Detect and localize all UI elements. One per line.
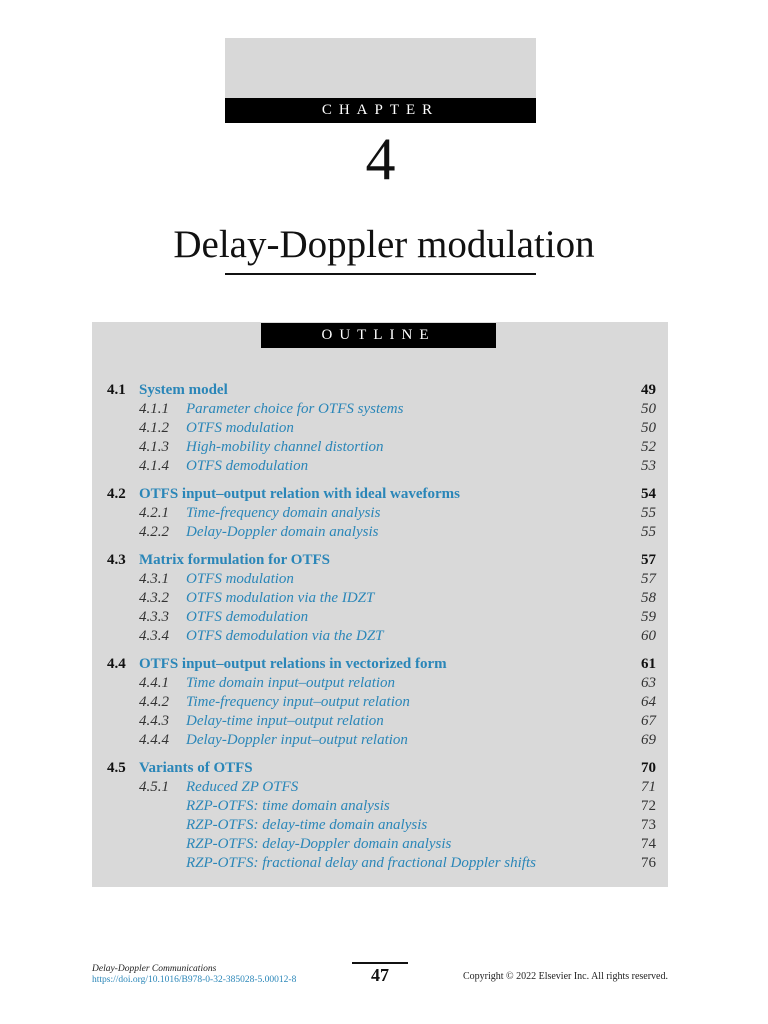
section-title-link[interactable]: OTFS input–output relations in vectorized form bbox=[139, 656, 447, 672]
copyright-notice: Copyright © 2022 Elsevier Inc. All rights reserved. bbox=[462, 971, 668, 982]
subsection-title-link[interactable]: Delay-Doppler domain analysis bbox=[186, 524, 379, 540]
subsection-page: 71 bbox=[641, 779, 656, 795]
section-title-link[interactable]: Matrix formulation for OTFS bbox=[139, 552, 330, 568]
subsection-page: 59 bbox=[641, 609, 656, 625]
subsection-title-link[interactable]: OTFS demodulation via the DZT bbox=[186, 628, 384, 644]
subsection-title-link[interactable]: Time-frequency domain analysis bbox=[186, 505, 381, 521]
subsection-page: 58 bbox=[641, 590, 656, 606]
toc-section-entry[interactable] bbox=[107, 485, 656, 504]
section-page: 61 bbox=[641, 656, 656, 672]
subsection-page: 50 bbox=[641, 401, 656, 417]
subsection-number: 4.3.4 bbox=[139, 628, 169, 644]
section-number: 4.1 bbox=[107, 382, 126, 398]
subsection-page: 69 bbox=[641, 732, 656, 748]
chapter-title: Delay-Doppler modulation bbox=[173, 223, 595, 266]
section-page: 57 bbox=[641, 552, 656, 568]
section-page: 70 bbox=[641, 760, 656, 776]
subsection-number: 4.1.1 bbox=[139, 401, 169, 417]
section-title-link[interactable]: Variants of OTFS bbox=[139, 760, 253, 776]
footer-citation bbox=[92, 964, 296, 986]
toc-subsection-entry[interactable] bbox=[107, 778, 656, 797]
subsubsection-page: 76 bbox=[641, 855, 656, 871]
subsection-page: 67 bbox=[641, 713, 656, 729]
subsection-number: 4.1.3 bbox=[139, 439, 169, 455]
toc-section bbox=[107, 485, 656, 542]
toc-subsection-entry[interactable] bbox=[107, 731, 656, 750]
toc-subsubsection-entry[interactable] bbox=[107, 816, 656, 835]
subsection-title-link[interactable]: Reduced ZP OTFS bbox=[186, 779, 299, 795]
subsubsection-title-link[interactable]: RZP-OTFS: time domain analysis bbox=[186, 798, 390, 814]
toc-section-entry[interactable] bbox=[107, 655, 656, 674]
toc-subsubsection-entry[interactable] bbox=[107, 797, 656, 816]
toc-subsection-entry[interactable] bbox=[107, 570, 656, 589]
subsubsection-page: 74 bbox=[641, 836, 656, 852]
subsection-page: 55 bbox=[641, 505, 656, 521]
toc-subsection-entry[interactable] bbox=[107, 608, 656, 627]
section-title-link[interactable]: System model bbox=[139, 382, 228, 398]
page-number: 47 bbox=[371, 965, 389, 985]
toc-subsection-entry[interactable] bbox=[107, 400, 656, 419]
subsection-title-link[interactable]: High-mobility channel distortion bbox=[186, 439, 384, 455]
chapter-number: 4 bbox=[365, 126, 396, 192]
section-number: 4.2 bbox=[107, 486, 126, 502]
book-title: Delay-Doppler Communications bbox=[92, 964, 217, 974]
subsection-number: 4.2.1 bbox=[139, 505, 169, 521]
outline-label: OUTLINE bbox=[261, 323, 496, 348]
section-number: 4.5 bbox=[107, 760, 126, 776]
subsection-page: 60 bbox=[641, 628, 656, 644]
subsubsection-title-link[interactable]: RZP-OTFS: delay-time domain analysis bbox=[186, 817, 428, 833]
subsection-page: 63 bbox=[641, 675, 656, 691]
subsection-page: 50 bbox=[641, 420, 656, 436]
subsection-title-link[interactable]: Parameter choice for OTFS systems bbox=[186, 401, 404, 417]
subsection-page: 64 bbox=[641, 694, 656, 710]
subsection-page: 55 bbox=[641, 524, 656, 540]
toc-section-entry[interactable] bbox=[107, 551, 656, 570]
subsection-number: 4.4.2 bbox=[139, 694, 169, 710]
toc-subsection-entry[interactable] bbox=[107, 674, 656, 693]
subsection-number: 4.5.1 bbox=[139, 779, 169, 795]
subsection-number: 4.4.4 bbox=[139, 732, 169, 748]
toc-subsection-entry[interactable] bbox=[107, 438, 656, 457]
title-rule bbox=[225, 273, 536, 275]
subsection-title-link[interactable]: Time domain input–output relation bbox=[186, 675, 396, 691]
toc-subsection-entry[interactable] bbox=[107, 419, 656, 438]
chapter-label: CHAPTER bbox=[225, 98, 536, 123]
subsection-title-link[interactable]: Delay-Doppler input–output relation bbox=[186, 732, 408, 748]
section-number: 4.3 bbox=[107, 552, 126, 568]
subsection-title-link[interactable]: OTFS demodulation bbox=[186, 458, 309, 474]
subsubsection-page: 73 bbox=[641, 817, 656, 833]
section-page: 54 bbox=[641, 486, 656, 502]
subsection-number: 4.3.3 bbox=[139, 609, 169, 625]
subsection-number: 4.4.3 bbox=[139, 713, 169, 729]
subsection-number: 4.3.2 bbox=[139, 590, 169, 606]
toc-subsubsection-entry[interactable] bbox=[107, 854, 656, 873]
subsubsection-page: 72 bbox=[641, 798, 656, 814]
toc-subsection-entry[interactable] bbox=[107, 589, 656, 608]
subsection-title-link[interactable]: OTFS modulation bbox=[186, 571, 294, 587]
subsection-number: 4.3.1 bbox=[139, 571, 169, 587]
subsection-title-link[interactable]: Delay-time input–output relation bbox=[186, 713, 384, 729]
subsection-title-link[interactable]: Time-frequency input–output relation bbox=[186, 694, 410, 710]
toc-section-entry[interactable] bbox=[107, 759, 656, 778]
toc-subsection-entry[interactable] bbox=[107, 504, 656, 523]
toc-subsection-entry[interactable] bbox=[107, 523, 656, 542]
section-page: 49 bbox=[641, 382, 656, 398]
toc-subsubsection-entry[interactable] bbox=[107, 835, 656, 854]
subsection-number: 4.2.2 bbox=[139, 524, 169, 540]
subsection-title-link[interactable]: OTFS modulation via the IDZT bbox=[186, 590, 375, 606]
subsection-number: 4.1.4 bbox=[139, 458, 169, 474]
subsection-page: 57 bbox=[641, 571, 656, 587]
toc-section bbox=[107, 759, 656, 873]
toc-subsection-entry[interactable] bbox=[107, 457, 656, 476]
section-number: 4.4 bbox=[107, 656, 126, 672]
toc-section bbox=[107, 381, 656, 476]
toc-section-entry[interactable] bbox=[107, 381, 656, 400]
toc-subsection-entry[interactable] bbox=[107, 712, 656, 731]
toc-section bbox=[107, 655, 656, 750]
table-of-contents bbox=[107, 381, 656, 882]
subsection-page: 53 bbox=[641, 458, 656, 474]
section-title-link[interactable]: OTFS input–output relation with ideal waveforms bbox=[139, 486, 460, 502]
doi-link[interactable]: https://doi.org/10.1016/B978-0-32-385028-5.00012-8 bbox=[92, 975, 297, 985]
toc-subsection-entry[interactable] bbox=[107, 627, 656, 646]
toc-subsection-entry[interactable] bbox=[107, 693, 656, 712]
toc-section bbox=[107, 551, 656, 646]
subsection-number: 4.1.2 bbox=[139, 420, 169, 436]
subsubsection-title-link[interactable]: RZP-OTFS: delay-Doppler domain analysis bbox=[186, 836, 452, 852]
subsection-title-link[interactable]: OTFS modulation bbox=[186, 420, 294, 436]
subsection-title-link[interactable]: OTFS demodulation bbox=[186, 609, 309, 625]
subsection-number: 4.4.1 bbox=[139, 675, 169, 691]
subsubsection-title-link[interactable]: RZP-OTFS: fractional delay and fractional Doppler shifts bbox=[186, 855, 536, 871]
subsection-page: 52 bbox=[641, 439, 656, 455]
